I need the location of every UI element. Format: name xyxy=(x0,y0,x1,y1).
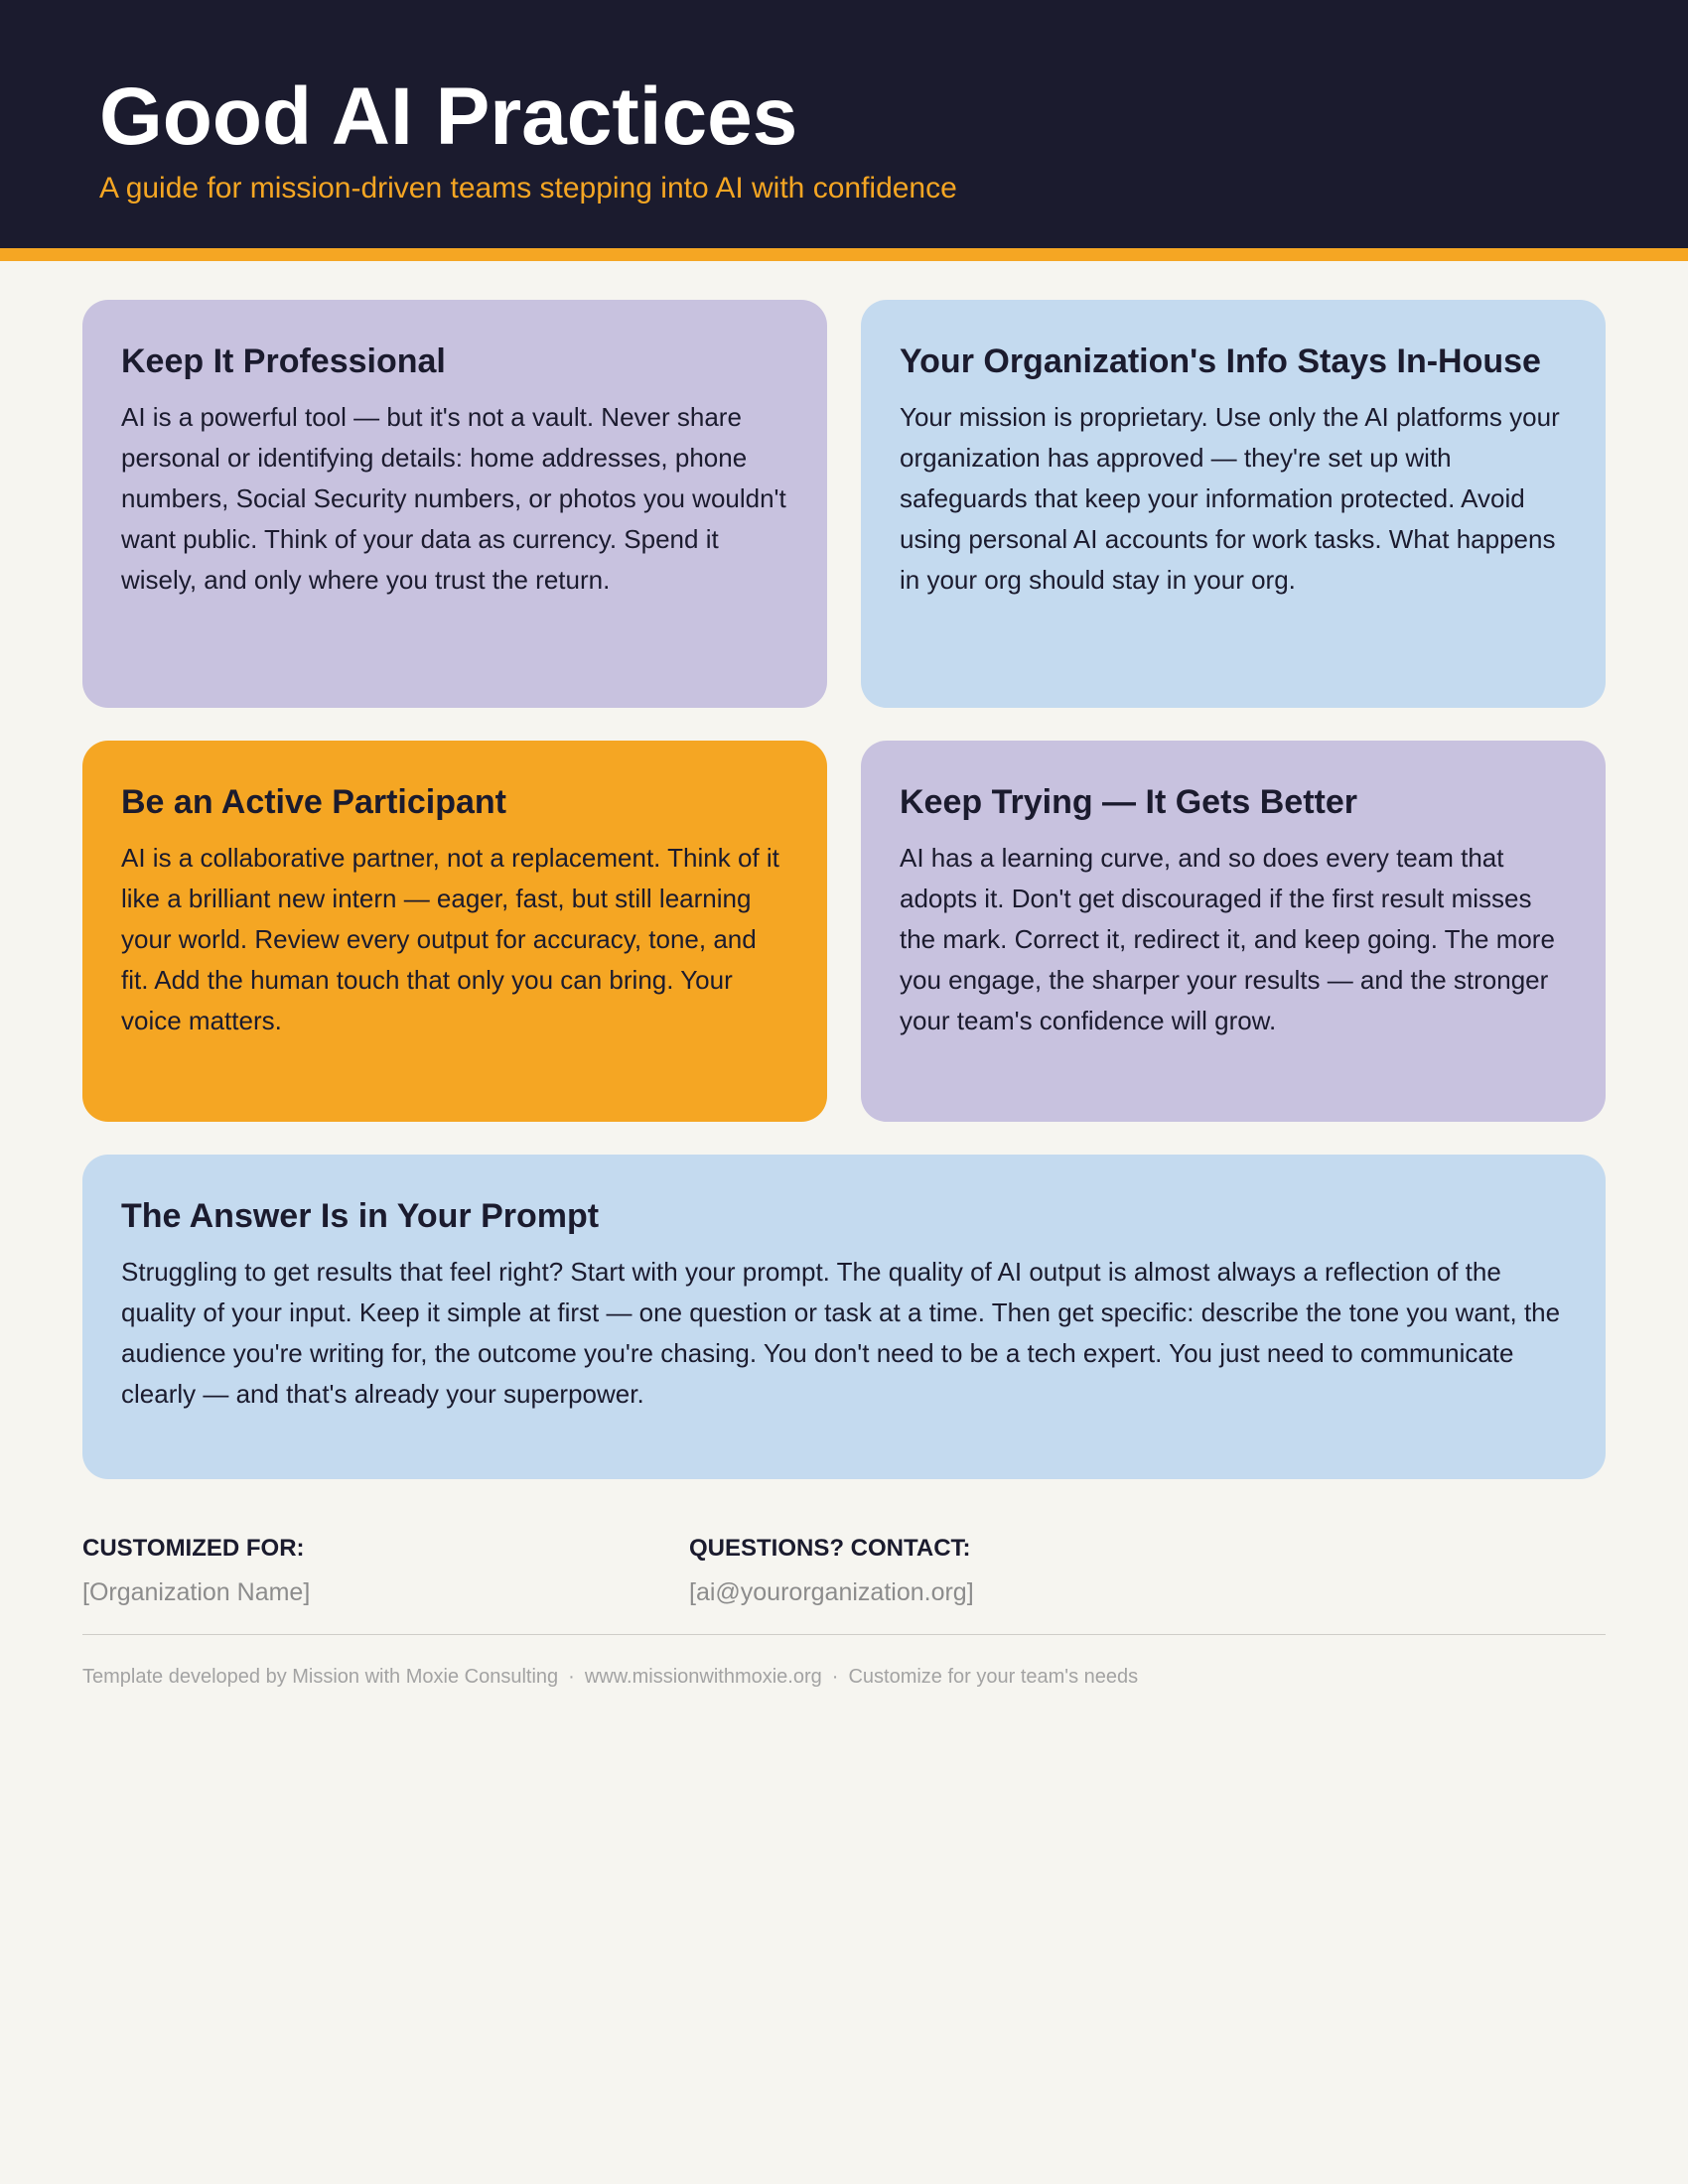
customized-for-label: CUSTOMIZED FOR: xyxy=(82,1535,305,1562)
card-keep-trying xyxy=(861,741,1606,1122)
card-active-participant xyxy=(82,741,827,1122)
card-info-stays-in-house xyxy=(861,300,1606,708)
credit-website-link[interactable]: www.missionwithmoxie.org xyxy=(584,1666,822,1688)
credit-customize-note: Customize for your team's needs xyxy=(848,1666,1139,1688)
card-keep-it-professional xyxy=(82,300,827,708)
card-heading: Your Organization's Info Stays In-House xyxy=(900,342,1541,380)
card-body: AI is a powerful tool — but it's not a vault. Never share personal or identifying details: home addresses, phone numbers, Social Security numbers, or photos you wouldn't want public. Think of your data as currency. Spend it wisely, and only where you trust the return. xyxy=(121,402,786,595)
card-answer-in-prompt xyxy=(82,1155,1606,1479)
contact-label: QUESTIONS? CONTACT: xyxy=(689,1535,971,1562)
credit-separator: · xyxy=(568,1666,575,1688)
footer-credits xyxy=(82,1663,1138,1691)
credit-separator: · xyxy=(831,1666,839,1688)
card-heading: Be an Active Participant xyxy=(121,783,506,821)
header-accent-stripe xyxy=(0,248,1688,261)
credit-template-developer: Template developed by Mission with Moxie Consulting xyxy=(82,1666,559,1688)
organization-name-placeholder: [Organization Name] xyxy=(82,1578,311,1606)
page-title: Good AI Practices xyxy=(99,71,798,162)
card-heading: The Answer Is in Your Prompt xyxy=(121,1197,600,1235)
card-body: AI has a learning curve, and so does every team that adopts it. Don't get discouraged if the first result misses the mark. Correct it, redirect it, and keep going. The more you engage, the sharper your results — and the stronger your team's confidence will grow. xyxy=(900,843,1555,1035)
card-body: Your mission is proprietary. Use only the AI platforms your organization has approved — they're set up with safeguards that keep your information protected. Avoid using personal AI accounts for work tasks. What happens in your org should stay in your org. xyxy=(900,402,1560,595)
card-heading: Keep Trying — It Gets Better xyxy=(900,783,1357,821)
card-body: AI is a collaborative partner, not a replacement. Think of it like a brilliant new intern — eager, fast, but still learning your world. Review every output for accuracy, tone, and fit. Add the human touch that only you can bring. Your voice matters. xyxy=(121,843,779,1035)
card-heading: Keep It Professional xyxy=(121,342,446,380)
header-banner xyxy=(0,0,1688,248)
footer-divider xyxy=(82,1634,1606,1635)
card-body: Struggling to get results that feel right? Start with your prompt. The quality of AI output is almost always a reflection of the quality of your input. Keep it simple at first — one question or task at a time. Then get specific: describe the tone you want, the audience you're writing for, the outcome you're chasing. You don't need to be a tech expert. You just need to communicate clearly — and that's already your superpower. xyxy=(121,1257,1561,1409)
contact-email-placeholder: [ai@yourorganization.org] xyxy=(689,1578,974,1606)
page-subtitle: A guide for mission-driven teams stepping into AI with confidence xyxy=(99,172,957,205)
